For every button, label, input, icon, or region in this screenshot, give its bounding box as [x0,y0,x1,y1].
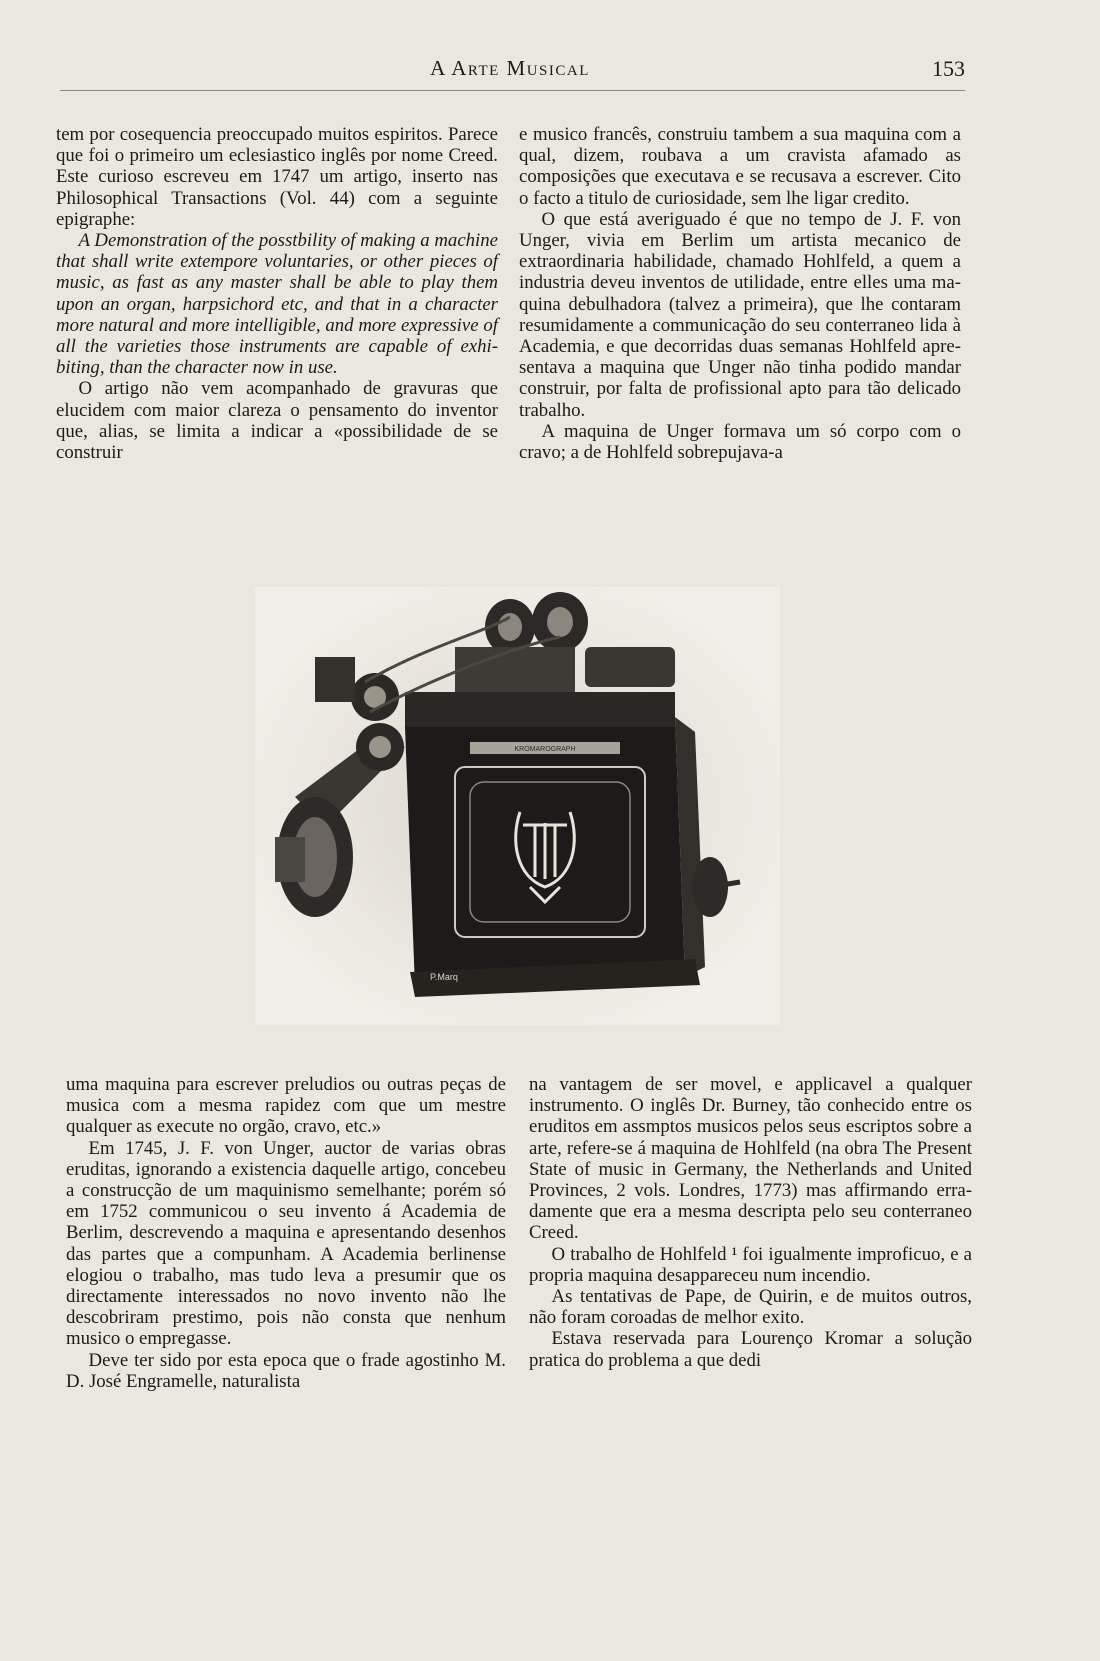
right-column-bottom [529,1074,972,1371]
paragraph: na vantagem de ser movel, e applicavel a qualquer instrumento. O inglês Dr. Burney, tão conhecido entre os eruditos em assmptos musicos pelos seus escriptos sobre a arte, refere-se á maquina de Hohlfeld (na obra The Present State of music in Germany, the Netherlands and United Provinces, 2 vols. Londres, 1773) mas affirmando erradamente que era a mesma descripta pelo seu conterraneo Creed. [529,1074,972,1244]
paragraph: e musico francês, construiu tambem a sua maquina com a qual, dizem, roubava a um cravista afamado as composições que executava e se recusava a escrever. Cito o facto a titulo de curiosidade, sem lhe ligar credito. [519,124,961,209]
paragraph: O artigo não vem acompanhado de gravuras que elucidem com maior clareza o pensamento do inventor que, alias, se limita a indicar a «possibilidade de se construir [56,378,498,464]
paragraph: Em 1745, J. F. von Unger, auctor de varias obras eruditas, ignorando a existencia daquelle artigo, concebeu a construcção de um maquinismo semelhante; porém só em 1752 communicou o seu invento á Academia de Berlim, descrevendo a maquina e apresentando desenhos das partes que a compunham. A Academia berlinense elogiou o trabalho, mas tudo leva a presumir que os directamente interessados no novo invento não lhe descobriram prestimo, pois não consta que nenhum musico o empregasse. [66,1137,506,1350]
header-rule [60,90,965,91]
paragraph: O que está averiguado é que no tempo de J. F. von Unger, vivia em Berlim um artista mecanico de extraordinaria habilidade, chamado Hohlfeld, a quem a industria deveu inventos de utilidade, entre elles uma maquina debulhadora (talvez a primeira), que lhe contaram resumidamente a communicação do seu conterraneo lida à Academia, e que decorridas duas semanas Hohlfeld apresentava a maquina que Unger não tinha podido mandar construir, por falta de profissional apto para tão delicado trabalho. [519,208,961,421]
paragraph: As tentativas de Pape, de Quirin, e de muitos outros, não foram coroadas de melhor exito. [529,1286,972,1329]
plate-label: KROMAROGRAPH [514,746,576,753]
paragraph: A maquina de Unger formava um só corpo com o cravo; a de Hohlfeld sobrepujava-a [519,420,961,464]
epigraph-quote: A Demonstration of the posstbility of making a machine that shall write extempore voluntaries, or other pieces of music, as fast as any master shall be able to play them upon an organ, harpsichord etc, and that in a character more natural and more intelligible, and more expressive of all the varieties those instruments are capable of exhibiting, than the character now in use. [56,230,498,379]
right-column-top [519,124,961,463]
paragraph: Deve ter sido por esta epoca que o frade agostinho M. D. José Engramelle, naturalista [66,1349,506,1392]
paragraph: uma maquina para escrever preludios ou outras peças de musica com a mesma rapidez com que um mestre qualquer as execute no orgão, cravo, etc.» [66,1074,506,1138]
running-title: A Arte Musical [430,56,590,80]
paragraph: Estava reservada para Lourenço Kromar a solução pratica do problema a que dedi [529,1328,972,1371]
page-number: 153 [932,56,965,81]
kromarograph-machine-photo [255,587,780,1025]
left-column-top [56,124,498,463]
machine-illustration [255,587,780,1025]
left-column-bottom [66,1074,506,1392]
engraver-mark: P.Marq [430,972,458,982]
running-header [55,50,965,90]
paragraph: O trabalho de Hohlfeld ¹ foi igualmente improficuo, e a propria maquina desappareceu num incendio. [529,1243,972,1286]
paragraph: tem por cosequencia preoccupado muitos espiritos. Parece que foi o primeiro um eclesiastico inglês por nome Creed. Este curioso escreveu em 1747 um artigo, inserto nas Philosophical Transactions (Vol. 44) com a seguinte epigraphe: [56,124,498,230]
